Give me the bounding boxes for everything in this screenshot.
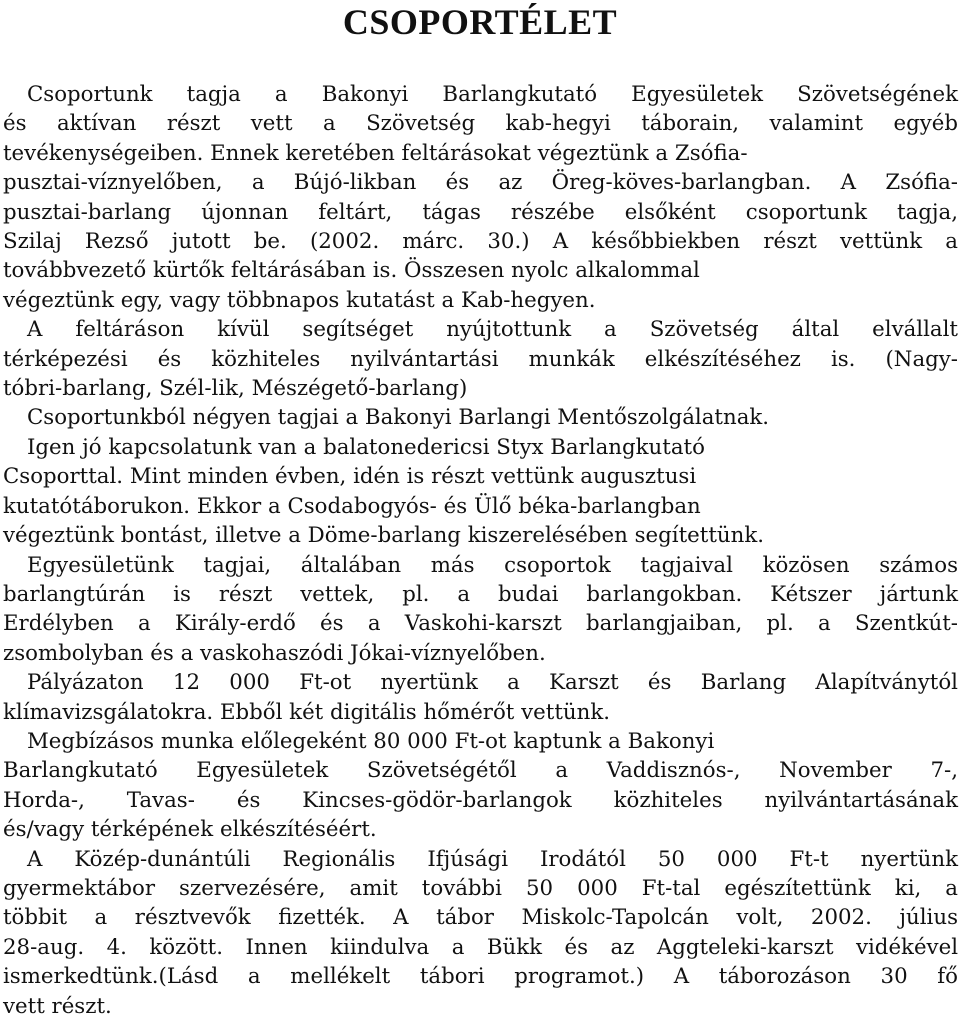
text-line: gyermektábor szervezésére, amit további 50 000 Ft-tal egészítettünk ki, a <box>3 875 958 901</box>
text-line: pusztai-víznyelőben, a Bújó-likban és az Öreg-köves-barlangban. A Zsófia- <box>3 170 958 196</box>
text-line: Egyesületünk tagjai, általában más csoportok tagjaival közösen számos <box>27 552 958 578</box>
text-line: vett részt. <box>3 993 112 1019</box>
report-body <box>3 80 958 1021</box>
text-line: kutatótáborukon. Ekkor a Csodabogyós- és Ülő béka-barlangban <box>3 493 701 519</box>
text-line: Erdélyben a Király-erdő és a Vaskohi-karszt barlangjaiban, pl. a Szentkút- <box>3 611 958 637</box>
text-line: Csoporttal. Mint minden évben, idén is részt vettünk augusztusi <box>3 464 697 490</box>
text-line: tóbri-barlang, Szél-lik, Mészégető-barlang) <box>3 376 468 402</box>
text-line: 28-aug. 4. között. Innen kiindulva a Bükk és az Aggteleki-karszt vidékével <box>3 934 958 960</box>
text-line: Megbízásos munka előlegeként 80 000 Ft-ot kaptunk a Bakonyi <box>27 728 715 754</box>
text-line: továbbvezető kürtők feltárásában is. Összesen nyolc alkalommal <box>3 258 700 284</box>
text-line: Horda-, Tavas- és Kincses-gödör-barlangok közhiteles nyilvántartásának <box>3 787 958 813</box>
text-line: zsombolyban és a vaskohaszódi Jókai-víznyelőben. <box>3 640 546 666</box>
text-line: pusztai-barlang újonnan feltárt, tágas részébe elsőként csoportunk tagja, <box>3 199 958 225</box>
text-line: Barlangkutató Egyesületek Szövetségétől a Vaddisznós-, November 7-, <box>3 758 958 784</box>
text-line: és/vagy térképének elkészítéséért. <box>3 817 377 843</box>
text-line: barlangtúrán is részt vettek, pl. a budai barlangokban. Kétszer jártunk <box>3 581 958 607</box>
text-line: Szilaj Rezső jutott be. (2002. márc. 30.) A későbbiekben részt vettünk a <box>3 229 958 255</box>
text-line: többit a résztvevők fizették. A tábor Miskolc-Tapolcán volt, 2002. július <box>3 905 958 931</box>
text-line: A Közép-dunántúli Regionális Ifjúsági Irodától 50 000 Ft-t nyertünk <box>27 846 958 872</box>
text-line: Pályázaton 12 000 Ft-ot nyertünk a Karszt és Barlang Alapítványtól <box>27 670 958 696</box>
text-line: Igen jó kapcsolatunk van a balatonedericsi Styx Barlangkutató <box>27 434 705 460</box>
text-line: Csoportunkból négyen tagjai a Bakonyi Barlangi Mentőszolgálatnak. <box>27 405 770 431</box>
text-line: ismerkedtünk.(Lásd a mellékelt tábori programot.) A táborozáson 30 fő <box>3 964 958 990</box>
text-line: végeztünk bontást, illetve a Döme-barlang kiszerelésében segítettünk. <box>3 523 764 549</box>
text-line: tevékenységeiben. Ennek keretében feltárásokat végeztünk a Zsófia- <box>3 140 748 166</box>
text-line: és aktívan részt vett a Szövetség kab-hegyi táborain, valamint egyéb <box>3 111 958 137</box>
page-title: CSOPORTÉLET <box>342 2 618 42</box>
text-line: végeztünk egy, vagy többnapos kutatást a Kab-hegyen. <box>3 287 596 313</box>
text-line: Csoportunk tagja a Bakonyi Barlangkutató Egyesületek Szövetségének <box>27 82 958 107</box>
text-line: klímavizsgálatokra. Ebből két digitális hőmérőt vettünk. <box>3 699 610 725</box>
text-line: térképezési és közhiteles nyilvántartási munkák elkészítéséhez is. (Nagy- <box>3 346 958 372</box>
text-line: A feltáráson kívül segítséget nyújtottunk a Szövetség által elvállalt <box>27 317 958 343</box>
